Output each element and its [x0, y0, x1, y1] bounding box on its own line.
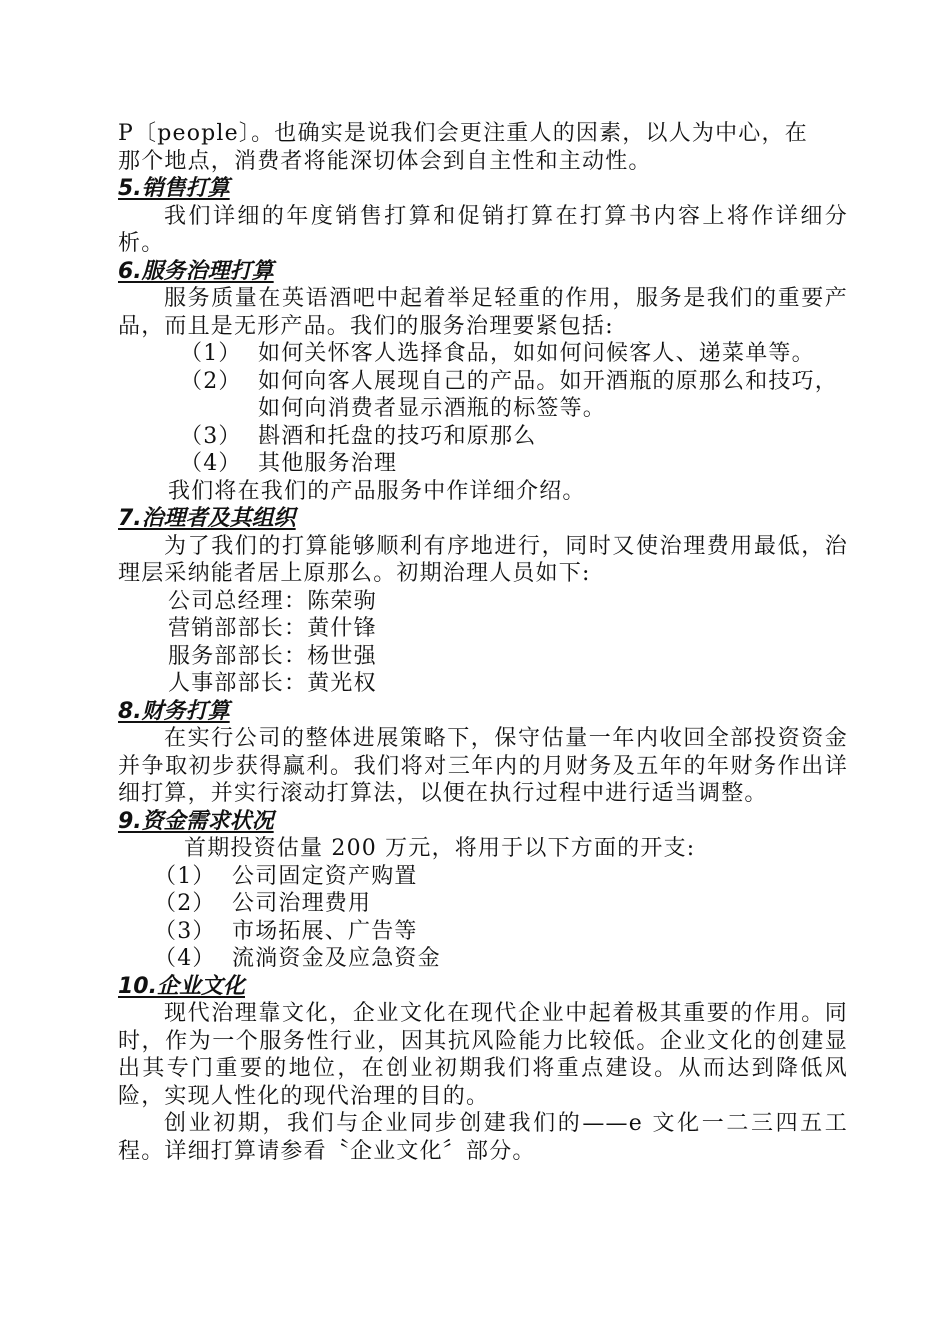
list-item-number: （3） — [154, 918, 216, 944]
list-item — [118, 918, 848, 946]
section-10-paragraph-1: 现代治理靠文化，企业文化在现代企业中起着极其重要的作用。同时，作为一个服务性行业，因其抗风险能力比较低。企业文化的创建显出其专门重要的地位，在创业初期我们将重点建设。从而达到降低风险，实现人性化的现代治理的目的。 — [118, 1001, 848, 1109]
section-9-list — [118, 863, 848, 973]
section-9-intro: 首期投资估量 200 万元，将用于以下方面的开支: — [184, 836, 696, 861]
list-item — [118, 450, 848, 478]
list-item-text: 公司固定资产购置 — [232, 863, 418, 889]
list-item-text: 公司治理费用 — [232, 891, 372, 916]
document-page — [118, 120, 848, 1165]
list-item-text: 其他服务治理 — [258, 451, 398, 476]
section-8-paragraph: 在实行公司的整体进展策略下，保守估量一年内收回全部投资资金并争取初步获得赢利。我们将对三年内的月财务及五年的年财务作出详细打算，并实行滚动打算法，以便在执行过程中进行适当调整。 — [118, 726, 848, 806]
list-item — [118, 340, 848, 368]
list-item-text: 如何向客人展现自己的产品。如开酒瓶的原那么和技巧，如何向消费者显示酒瓶的标签等。 — [258, 368, 839, 421]
intro-line-1: P〔people〕。也确实是说我们会更注重人的因素，以人为中心，在 — [118, 121, 808, 146]
section-9-heading: 9.资金需求状况 — [118, 808, 274, 834]
section-8-heading: 8.财务打算 — [118, 698, 230, 724]
list-item-text: 市场拓展、广告等 — [232, 918, 418, 944]
section-10-paragraph-2: 创业初期，我们与企业同步创建我们的——e 文化一二三四五工程。详细打算请参看〝企业文化〞部分。 — [118, 1111, 848, 1164]
list-item-text: 如何关怀客人选择食品，如如何问候客人、递菜单等。 — [258, 341, 815, 366]
list-item-number: （4） — [154, 946, 216, 971]
list-item — [118, 890, 848, 918]
staff-line: 服务部部长：杨世强 — [168, 643, 377, 669]
list-item-number: （3） — [180, 423, 242, 449]
section-5-heading: 5.销售打算 — [118, 176, 230, 201]
list-item-number: （1） — [180, 341, 242, 366]
section-6-paragraph: 服务质量在英语酒吧中起着举足轻重的作用，服务是我们的重要产品，而且是无形产品。我们的服务治理要紧包括: — [118, 286, 848, 339]
list-item — [118, 368, 848, 423]
intro-line-2: 那个地点，消费者将能深切体会到自主性和主动性。 — [118, 148, 652, 174]
section-6-closing: 我们将在我们的产品服务中作详细介绍。 — [168, 478, 586, 504]
list-item — [118, 945, 848, 973]
list-item — [118, 423, 848, 451]
list-item-number: （2） — [154, 891, 216, 916]
section-6-list — [118, 340, 848, 478]
section-6-heading: 6.服务治理打算 — [118, 258, 274, 284]
list-item-text: 流淌资金及应急资金 — [232, 946, 441, 971]
list-item-number: （1） — [154, 863, 216, 889]
list-item-text: 斟酒和托盘的技巧和原那么 — [258, 423, 537, 449]
staff-line: 公司总经理：陈荣驹 — [168, 588, 377, 614]
list-item-number: （4） — [180, 451, 242, 476]
section-7-paragraph: 为了我们的打算能够顺利有序地进行，同时又使治理费用最低，治理层采纳能者居上原那么。初期治理人员如下: — [118, 533, 848, 586]
staff-line: 营销部部长：黄什锋 — [168, 616, 377, 641]
section-7-heading: 7.治理者及其组织 — [118, 506, 296, 531]
section-5-paragraph: 我们详细的年度销售打算和促销打算在打算书内容上将作详细分析。 — [118, 203, 848, 256]
list-item — [118, 863, 848, 891]
staff-line: 人事部部长：黄光权 — [168, 671, 377, 696]
section-10-heading: 10.企业文化 — [118, 973, 245, 999]
list-item-number: （2） — [180, 368, 242, 394]
